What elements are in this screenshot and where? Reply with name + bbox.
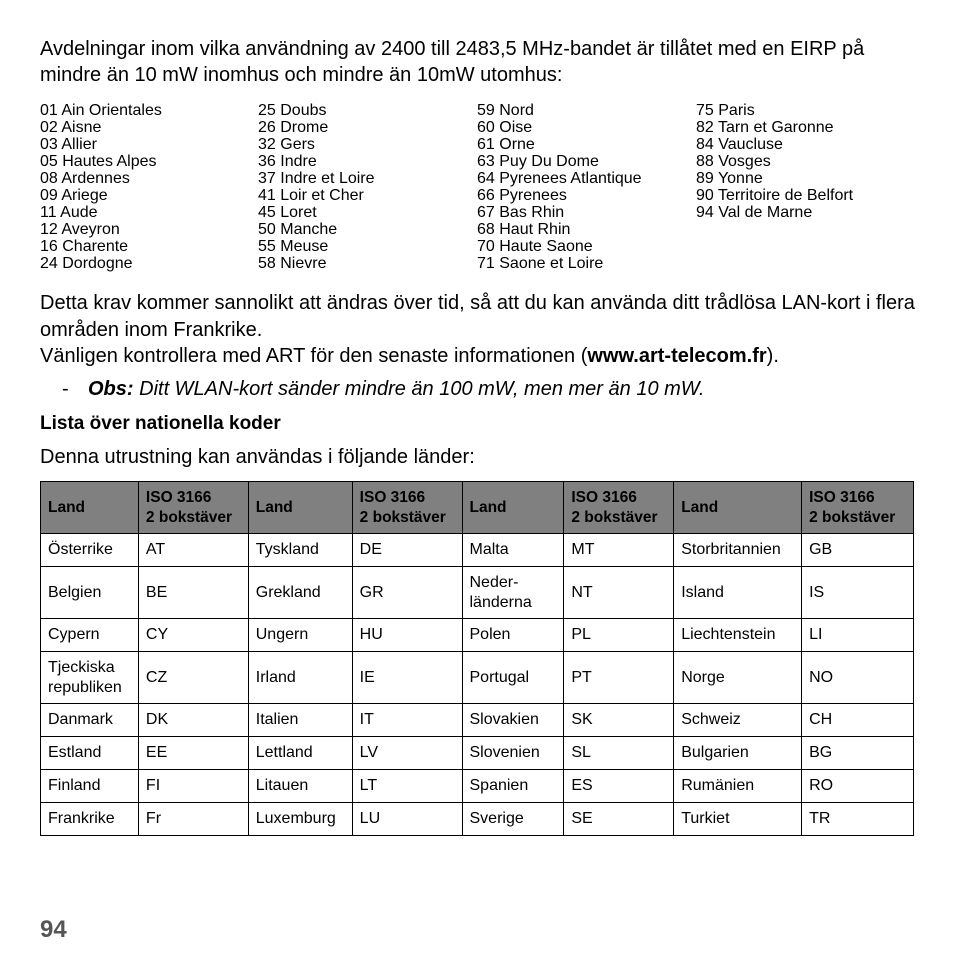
iso-code-cell: AT — [138, 534, 248, 567]
department-item: 37 Indre et Loire — [258, 170, 375, 187]
department-item: 75 Paris — [696, 102, 755, 119]
table-row — [41, 737, 914, 770]
department-item: 12 Aveyron — [40, 221, 120, 238]
department-item: 03 Allier — [40, 136, 97, 153]
table-header-row — [41, 482, 914, 534]
department-item: 16 Charente — [40, 238, 129, 255]
header-iso-code: ISO 3166 2 bokstäver — [352, 482, 462, 534]
obs-text: Ditt WLAN-kort sänder mindre än 100 mW, men mer än 10 mW. — [133, 377, 705, 400]
department-item: 68 Haut Rhin — [477, 221, 571, 238]
department-item: 71 Saone et Loire — [477, 255, 604, 272]
department-item: 70 Haute Saone — [477, 238, 593, 255]
iso-code-cell: LT — [352, 770, 462, 803]
country-cell: Bulgarien — [674, 737, 802, 770]
department-item: 41 Loir et Cher — [258, 187, 364, 204]
department-item: 66 Pyrenees — [477, 187, 567, 204]
header-country: Land — [248, 482, 352, 534]
department-item: 94 Val de Marne — [696, 204, 813, 221]
country-cell: Lettland — [248, 737, 352, 770]
iso-code-cell: PT — [564, 652, 674, 704]
department-item: 82 Tarn et Garonne — [696, 119, 834, 136]
department-item: 11 Aude — [40, 204, 98, 221]
header-iso-code: ISO 3166 2 bokstäver — [564, 482, 674, 534]
department-item: 25 Doubs — [258, 102, 327, 119]
iso-code-cell: GB — [802, 534, 914, 567]
department-item: 59 Nord — [477, 102, 534, 119]
country-code-table — [40, 481, 914, 836]
table-body — [41, 534, 914, 836]
country-cell: Rumänien — [674, 770, 802, 803]
country-cell: Polen — [462, 619, 564, 652]
iso-code-cell: LU — [352, 803, 462, 836]
country-cell: Slovenien — [462, 737, 564, 770]
iso-code-cell: HU — [352, 619, 462, 652]
country-cell: Danmark — [41, 704, 139, 737]
country-cell: Estland — [41, 737, 139, 770]
page-number: 94 — [40, 916, 67, 943]
country-cell: Italien — [248, 704, 352, 737]
department-item: 32 Gers — [258, 136, 315, 153]
country-cell: Ungern — [248, 619, 352, 652]
iso-code-cell: CZ — [138, 652, 248, 704]
iso-code-cell: EE — [138, 737, 248, 770]
country-cell: Norge — [674, 652, 802, 704]
department-item: 84 Vaucluse — [696, 136, 783, 153]
iso-code-cell: RO — [802, 770, 914, 803]
iso-code-cell: GR — [352, 567, 462, 619]
department-item: 67 Bas Rhin — [477, 204, 565, 221]
art-telecom-link[interactable]: www.art-telecom.fr — [587, 345, 767, 367]
country-cell: Liechtenstein — [674, 619, 802, 652]
country-cell: Island — [674, 567, 802, 619]
country-cell: Portugal — [462, 652, 564, 704]
department-column — [40, 102, 258, 272]
department-item: 01 Ain Orientales — [40, 102, 162, 119]
department-item: 26 Drome — [258, 119, 329, 136]
country-cell: Finland — [41, 770, 139, 803]
department-item: 64 Pyrenees Atlantique — [477, 170, 642, 187]
iso-code-cell: ES — [564, 770, 674, 803]
country-cell: Spanien — [462, 770, 564, 803]
country-cell: Slovakien — [462, 704, 564, 737]
department-item: 88 Vosges — [696, 153, 771, 170]
country-cell: Turkiet — [674, 803, 802, 836]
department-item: 08 Ardennes — [40, 170, 130, 187]
country-cell: Malta — [462, 534, 564, 567]
country-cell: Litauen — [248, 770, 352, 803]
table-row — [41, 567, 914, 619]
department-item: 60 Oise — [477, 119, 533, 136]
header-country: Land — [462, 482, 564, 534]
country-cell: Sverige — [462, 803, 564, 836]
iso-code-cell: PL — [564, 619, 674, 652]
iso-code-cell: Fr — [138, 803, 248, 836]
iso-code-cell: MT — [564, 534, 674, 567]
change-notice-paragraph: Detta krav kommer sannolikt att ändras över tid, så att du kan använda ditt trådlösa LAN-kort i flera områden inom Frankrike. — [40, 292, 915, 341]
intro-paragraph: Avdelningar inom vilka användning av 2400 till 2483,5 MHz-bandet är tillåtet med en EIRP på mindre än 10 mW inomhus och mindre än 10mW utomhus: — [40, 38, 865, 86]
obs-dash: - — [62, 377, 69, 400]
country-cell: Irland — [248, 652, 352, 704]
department-item: 45 Loret — [258, 204, 317, 221]
iso-code-cell: CH — [802, 704, 914, 737]
iso-code-cell: IS — [802, 567, 914, 619]
department-item: 55 Meuse — [258, 238, 329, 255]
table-row — [41, 534, 914, 567]
art-contact-paragraph — [40, 343, 916, 370]
country-cell: Storbritannien — [674, 534, 802, 567]
department-item: 50 Manche — [258, 221, 338, 238]
department-item: 90 Territoire de Belfort — [696, 187, 854, 204]
page-content — [40, 36, 916, 470]
iso-code-cell: IT — [352, 704, 462, 737]
section-lead: Denna utrustning kan användas i följande länder: — [40, 445, 475, 468]
department-column — [696, 102, 896, 272]
iso-code-cell: NO — [802, 652, 914, 704]
department-column — [477, 102, 696, 272]
section-heading: Lista över nationella koder — [40, 412, 281, 434]
country-cell: Österrike — [41, 534, 139, 567]
art-contact-suffix: ). — [766, 345, 779, 367]
iso-code-cell: NT — [564, 567, 674, 619]
country-cell: Cypern — [41, 619, 139, 652]
iso-code-cell: DE — [352, 534, 462, 567]
header-iso-code: ISO 3166 2 bokstäver — [802, 482, 914, 534]
iso-code-cell: FI — [138, 770, 248, 803]
department-item: 24 Dordogne — [40, 255, 133, 272]
department-item: 61 Orne — [477, 136, 535, 153]
country-cell: Frankrike — [41, 803, 139, 836]
table-row — [41, 770, 914, 803]
art-contact-prefix: Vänligen kontrollera med ART för den senaste informationen ( — [40, 345, 588, 367]
iso-code-cell: SL — [564, 737, 674, 770]
department-item: 02 Aisne — [40, 119, 102, 136]
department-list — [40, 102, 916, 272]
department-item: 58 Nievre — [258, 255, 327, 272]
iso-code-cell: CY — [138, 619, 248, 652]
iso-code-cell: TR — [802, 803, 914, 836]
iso-code-cell: SK — [564, 704, 674, 737]
obs-note — [40, 376, 916, 402]
iso-code-cell: BG — [802, 737, 914, 770]
department-item: 63 Puy Du Dome — [477, 153, 599, 170]
country-cell: Schweiz — [674, 704, 802, 737]
table-row — [41, 803, 914, 836]
department-item: 05 Hautes Alpes — [40, 153, 157, 170]
header-country: Land — [41, 482, 139, 534]
department-item: 36 Indre — [258, 153, 317, 170]
obs-label: Obs: — [88, 377, 134, 400]
country-cell: Grekland — [248, 567, 352, 619]
iso-code-cell: DK — [138, 704, 248, 737]
iso-code-cell: LV — [352, 737, 462, 770]
iso-code-cell: BE — [138, 567, 248, 619]
department-column — [258, 102, 477, 272]
header-country: Land — [674, 482, 802, 534]
iso-code-cell: IE — [352, 652, 462, 704]
country-cell: Tjeckiska republiken — [41, 652, 139, 704]
table-row — [41, 619, 914, 652]
iso-code-cell: LI — [802, 619, 914, 652]
department-item: 89 Yonne — [696, 170, 763, 187]
country-cell: Luxemburg — [248, 803, 352, 836]
table-row — [41, 652, 914, 704]
iso-code-cell: SE — [564, 803, 674, 836]
table-row — [41, 704, 914, 737]
header-iso-code: ISO 3166 2 bokstäver — [138, 482, 248, 534]
country-cell: Tyskland — [248, 534, 352, 567]
country-cell: Belgien — [41, 567, 139, 619]
department-item: 09 Ariege — [40, 187, 108, 204]
country-cell: Neder- länderna — [462, 567, 564, 619]
